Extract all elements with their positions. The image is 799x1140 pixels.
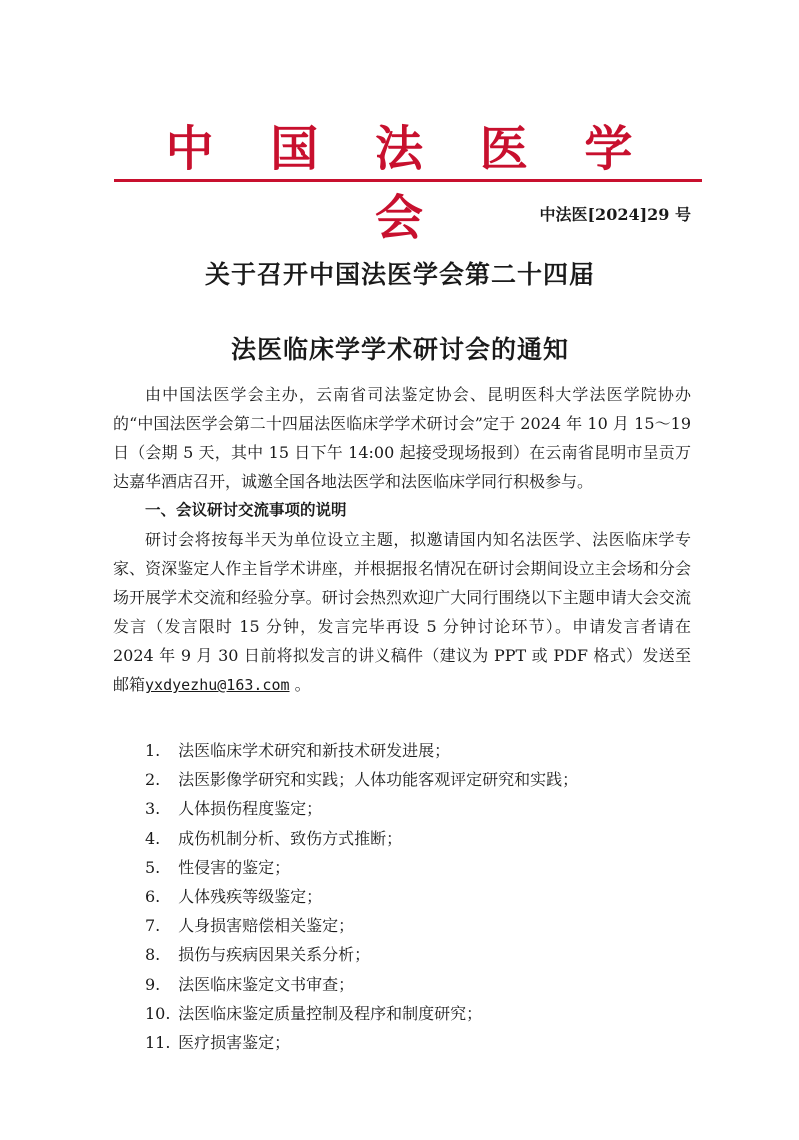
list-item (145, 940, 705, 969)
topic-text: 法医影像学研究和实践；人体功能客观评定研究和实践； (178, 770, 579, 790)
title-line-1: 关于召开中国法医学会第二十四届 (204, 260, 595, 289)
topic-number: 2. (145, 770, 161, 790)
section-heading-1: 一、会议研讨交流事项的说明 (145, 501, 347, 519)
list-item (145, 853, 705, 882)
email-link[interactable]: yxdyezhu@163.com (145, 676, 290, 694)
topic-text: 法医临床学术研究和新技术研发进展； (178, 741, 451, 760)
list-item (145, 1028, 705, 1057)
topic-text: 医疗损害鉴定； (178, 1033, 291, 1053)
topic-text: 法医临床鉴定质量控制及程序和制度研究； (178, 1003, 483, 1023)
topic-text: 损伤与疾病因果关系分析； (178, 945, 371, 965)
email-suffix: 。 (289, 675, 311, 694)
section-1-paragraph (113, 525, 691, 700)
title-line-2: 法医临床学学术研讨会的通知 (230, 335, 569, 364)
list-item (145, 736, 705, 765)
topic-number: 5. (145, 857, 161, 877)
section-1-text: 研讨会将按每半天为单位设立主题，拟邀请国内知名法医学、法医临床学专家、资深鉴定人作主旨学术讲座，并根据报名情况在研讨会期间设立主会场和分会场开展学术交流和经验分享。研讨会热烈欢迎广大同行围绕以下主题申请大会交流发言（发言限时 15 分钟，发言完毕再设 5 分钟讨论环节）。申请发言者请在 2024 年 9 月 30 日前将拟发言的讲义稿件（建议为 PPT 或 PDF 格式）发送至邮箱 (113, 530, 691, 694)
topic-list (145, 736, 705, 1057)
topic-text: 成伤机制分析、致伤方式推断； (178, 828, 403, 848)
list-item (145, 911, 705, 940)
topic-text: 性侵害的鉴定； (178, 857, 291, 877)
topic-number: 10. (145, 1003, 171, 1023)
body-text (113, 380, 691, 700)
topic-number: 4. (145, 828, 161, 848)
topic-number: 1. (145, 741, 161, 760)
list-item (145, 882, 705, 911)
list-item (145, 794, 705, 823)
topic-number: 11. (145, 1033, 171, 1053)
topic-number: 3. (145, 799, 161, 819)
list-item (145, 824, 705, 853)
topic-text: 法医临床鉴定文书审查； (178, 974, 355, 994)
header-divider (114, 179, 702, 182)
list-item (145, 765, 705, 794)
topic-number: 7. (145, 916, 161, 936)
topic-number: 9. (145, 974, 161, 994)
organization-header: 中 国 法 医 学 会 (165, 121, 653, 246)
intro-paragraph: 由中国法医学会主办，云南省司法鉴定协会、昆明医科大学法医学院协办的“中国法医学会第二十四届法医临床学学术研讨会”定于 2024 年 10 月 15～19 日（会期 5 天，其中 15 日下午 14:00 起接受现场报到）在云南省昆明市呈贡万达嘉华酒店召开，诚邀全国各地法医学和法医临床学同行积极参与。 (113, 385, 691, 491)
list-item (145, 970, 705, 999)
topic-text: 人体残疾等级鉴定； (178, 887, 323, 907)
list-item (145, 999, 705, 1028)
topic-number: 8. (145, 945, 161, 965)
document-number: 中法医[2024]29 号 (539, 205, 691, 224)
topic-text: 人体损伤程度鉴定； (178, 799, 323, 819)
topic-number: 6. (145, 887, 161, 907)
topic-text: 人身损害赔偿相关鉴定； (178, 916, 355, 936)
